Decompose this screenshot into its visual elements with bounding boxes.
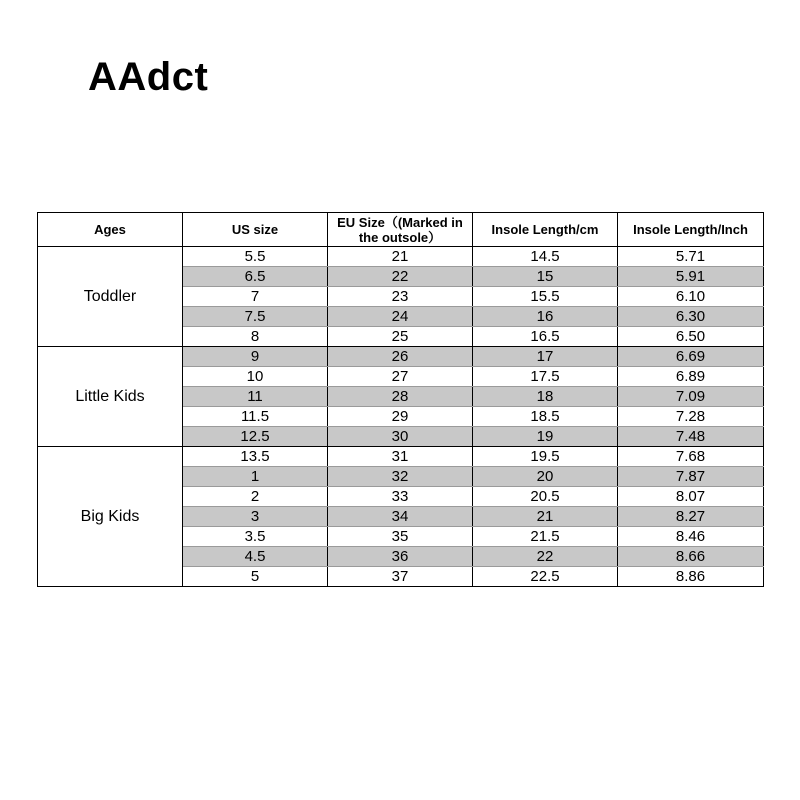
insole-inch-cell: 6.50	[618, 327, 764, 347]
header-ages: Ages	[38, 213, 183, 247]
insole-inch-cell: 5.91	[618, 267, 764, 287]
us-size-cell: 1	[183, 467, 328, 487]
insole-inch-cell: 8.66	[618, 547, 764, 567]
eu-size-cell: 33	[328, 487, 473, 507]
insole-inch-cell: 7.68	[618, 447, 764, 467]
us-size-cell: 12.5	[183, 427, 328, 447]
age-group-label: Big Kids	[38, 447, 183, 587]
insole-cm-cell: 22	[473, 547, 618, 567]
us-size-cell: 8	[183, 327, 328, 347]
insole-inch-cell: 8.86	[618, 567, 764, 587]
insole-inch-cell: 7.48	[618, 427, 764, 447]
eu-size-cell: 30	[328, 427, 473, 447]
insole-cm-cell: 18	[473, 387, 618, 407]
eu-size-cell: 37	[328, 567, 473, 587]
eu-size-cell: 25	[328, 327, 473, 347]
insole-cm-cell: 21	[473, 507, 618, 527]
insole-inch-cell: 5.71	[618, 247, 764, 267]
us-size-cell: 4.5	[183, 547, 328, 567]
insole-cm-cell: 20.5	[473, 487, 618, 507]
insole-cm-cell: 19	[473, 427, 618, 447]
insole-inch-cell: 8.07	[618, 487, 764, 507]
age-group-label: Little Kids	[38, 347, 183, 447]
eu-size-cell: 24	[328, 307, 473, 327]
insole-inch-cell: 8.46	[618, 527, 764, 547]
insole-cm-cell: 16.5	[473, 327, 618, 347]
us-size-cell: 2	[183, 487, 328, 507]
insole-cm-cell: 20	[473, 467, 618, 487]
us-size-cell: 3	[183, 507, 328, 527]
table-row	[38, 247, 764, 267]
age-group-label: Toddler	[38, 247, 183, 347]
insole-inch-cell: 6.30	[618, 307, 764, 327]
us-size-cell: 6.5	[183, 267, 328, 287]
table-header-row	[38, 213, 764, 247]
us-size-cell: 5	[183, 567, 328, 587]
size-chart-table	[37, 212, 764, 587]
insole-inch-cell: 6.89	[618, 367, 764, 387]
us-size-cell: 3.5	[183, 527, 328, 547]
eu-size-cell: 31	[328, 447, 473, 467]
insole-inch-cell: 7.28	[618, 407, 764, 427]
eu-size-cell: 36	[328, 547, 473, 567]
us-size-cell: 13.5	[183, 447, 328, 467]
brand-logo: AAdct	[88, 55, 209, 99]
insole-inch-cell: 8.27	[618, 507, 764, 527]
insole-cm-cell: 15	[473, 267, 618, 287]
insole-cm-cell: 14.5	[473, 247, 618, 267]
eu-size-cell: 34	[328, 507, 473, 527]
us-size-cell: 11	[183, 387, 328, 407]
us-size-cell: 5.5	[183, 247, 328, 267]
eu-size-cell: 35	[328, 527, 473, 547]
table-row	[38, 347, 764, 367]
insole-cm-cell: 17	[473, 347, 618, 367]
us-size-cell: 9	[183, 347, 328, 367]
eu-size-cell: 28	[328, 387, 473, 407]
size-chart-body	[38, 247, 764, 587]
eu-size-cell: 32	[328, 467, 473, 487]
insole-cm-cell: 16	[473, 307, 618, 327]
insole-inch-cell: 7.09	[618, 387, 764, 407]
eu-size-cell: 23	[328, 287, 473, 307]
header-us-size: US size	[183, 213, 328, 247]
header-eu-size: EU Size（(Marked in the outsole）	[328, 213, 473, 247]
insole-inch-cell: 6.10	[618, 287, 764, 307]
header-insole-cm: Insole Length/cm	[473, 213, 618, 247]
eu-size-cell: 27	[328, 367, 473, 387]
insole-cm-cell: 18.5	[473, 407, 618, 427]
us-size-cell: 7	[183, 287, 328, 307]
insole-inch-cell: 6.69	[618, 347, 764, 367]
insole-cm-cell: 19.5	[473, 447, 618, 467]
insole-cm-cell: 21.5	[473, 527, 618, 547]
eu-size-cell: 21	[328, 247, 473, 267]
insole-cm-cell: 15.5	[473, 287, 618, 307]
table-row	[38, 447, 764, 467]
eu-size-cell: 29	[328, 407, 473, 427]
header-insole-inch: Insole Length/Inch	[618, 213, 764, 247]
eu-size-cell: 22	[328, 267, 473, 287]
insole-cm-cell: 22.5	[473, 567, 618, 587]
eu-size-cell: 26	[328, 347, 473, 367]
insole-cm-cell: 17.5	[473, 367, 618, 387]
us-size-cell: 10	[183, 367, 328, 387]
insole-inch-cell: 7.87	[618, 467, 764, 487]
us-size-cell: 11.5	[183, 407, 328, 427]
us-size-cell: 7.5	[183, 307, 328, 327]
